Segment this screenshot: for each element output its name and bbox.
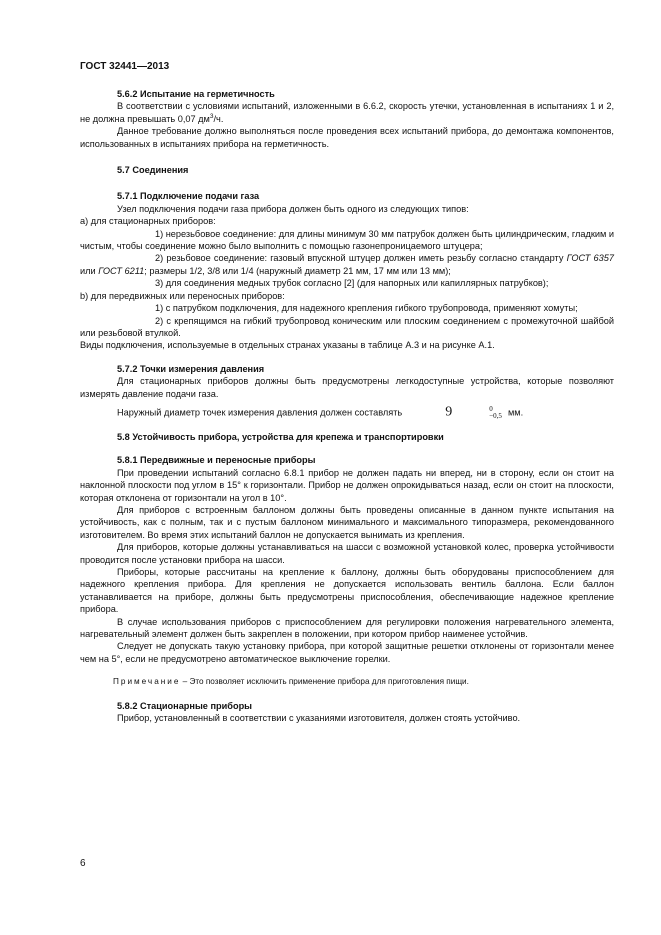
text-run: или	[80, 265, 99, 276]
paragraph: Для приборов, которые должны устанавливаться на шасси с возможной установкой колес, проверка устойчивости проводится после установки прибора на шасси.	[80, 542, 614, 565]
standard-ref: ГОСТ 6357	[566, 253, 614, 264]
section-heading-5-8-2: 5.8.2 Стационарные приборы	[117, 700, 253, 711]
section-heading-5-7: 5.7 Соединения	[117, 165, 189, 176]
note-text: – Это позволяет исключить применение прибора для приготовления пищи.	[180, 677, 469, 687]
section-heading-5-8-1: 5.8.1 Передвижные и переносные приборы	[117, 455, 316, 466]
paragraph	[80, 406, 614, 420]
page-number: 6	[80, 858, 86, 869]
paragraph: При проведении испытаний согласно 6.8.1 прибор не должен падать ни вперед, ни в сторону, если он стоит на наклонной плоскости под углом в 15° к горизонтали. Прибор не должен опрокидываться назад, если он стоит на плоскости, которая отклонена от горизонтали на угол в 10°.	[80, 467, 614, 503]
section-heading-5-7-2: 5.7.2 Точки измерения давления	[117, 363, 265, 374]
text-run: В соответствии с условиями испытаний, изложенными в 6.6.2, скорость утечки, установленная в испытаниях 1 и 2, не должна превышать 0,07 дм	[80, 101, 614, 124]
tolerance-nominal: 9	[445, 404, 453, 420]
paragraph: В случае использования приборов с приспособлением для регулировки положения нагревательного элемента, нагревательный элемент должен быть закреплен в положении, при котором прибор наименее устойчив.	[80, 616, 614, 640]
list-item: 3) для соединения медных трубок согласно [2] (для напорных или капиллярных патрубков);	[155, 278, 549, 289]
paragraph: Данное требование должно выполняться после проведения всех испытаний прибора, до демонтажа компонентов, использованных в испытаниях прибора на герметичность.	[80, 126, 614, 149]
tolerance-lower: −0,5	[489, 411, 502, 420]
standard-ref: ГОСТ 6211	[98, 265, 145, 276]
paragraph: Следует не допускать такую установку прибора, при которой защитные решетки отклонены от горизонтали менее чем на 5°, если не предусмотрено автоматическое выключение горелки.	[80, 641, 614, 664]
text-run: ; размеры 1/2, 3/8 или 1/4 (наружный диаметр 21 мм, 17 мм или 13 мм);	[144, 265, 451, 276]
paragraph: Приборы, которые рассчитаны на крепление к баллону, должны быть оборудованы приспособлением для надежного крепления прибора. Для крепления не допускается использовать вентиль баллона. Если баллон устанавливается на приборе, должны быть предусмотрены приспособления, обеспечивающие надежное крепление прибора.	[80, 567, 614, 615]
document-body	[80, 88, 614, 724]
paragraph: Для стационарных приборов должны быть предусмотрены легкодоступные устройства, которые позволяют измерять давление подачи газа.	[80, 376, 614, 399]
section-heading-5-6-2: 5.6.2 Испытание на герметичность	[117, 89, 275, 99]
section-heading-5-8: 5.8 Устойчивость прибора, устройства для крепежа и транспортировки	[117, 431, 444, 442]
text-run: /ч.	[213, 113, 224, 124]
superscript: 3	[209, 112, 214, 120]
list-item: 2) с крепящимся на гибкий трубопровод коническим или плоским соединением с промежуточной шайбой или резьбовой втулкой.	[80, 315, 614, 338]
text-run: Наружный диаметр точек измерения давления должен составлять	[117, 407, 403, 418]
paragraph: Виды подключения, используемые в отдельных странах указаны в таблице А.3 и на рисунке А.1.	[80, 340, 495, 351]
text-run: 2) резьбовое соединение: газовый впускной штуцер должен иметь резьбу согласно стандарту	[155, 253, 567, 264]
list-item: 1) нерезьбовое соединение: для длины минимум 30 мм патрубок должен быть цилиндрическим, гладким и чистым, чтобы соединение можно было выполнить с помощью газонепроницаемого штуцера;	[80, 228, 614, 252]
tolerance-value	[408, 406, 502, 420]
list-heading-b: b) для передвижных или переносных приборов:	[80, 290, 285, 301]
paragraph: Узел подключения подачи газа прибора должен быть одного из следующих типов:	[117, 203, 469, 214]
section-heading-5-7-1: 5.7.1 Подключение подачи газа	[117, 191, 260, 202]
paragraph: Для приборов с встроенным баллоном должны быть проведены описанные в данном пункте испытания на устойчивость, как с полным, так и с пустым баллоном минимального и максимального типоразмера, рекомендованного изготовителем. Во время этих испытаний баллон не допускается вынимать из крепления.	[80, 504, 614, 540]
text-run: мм.	[507, 407, 524, 418]
list-item	[80, 252, 614, 277]
paragraph: Прибор, установленный в соответствии с указаниями изготовителя, должен стоять устойчиво.	[117, 713, 521, 724]
list-heading-a: а) для стационарных приборов:	[80, 216, 216, 227]
note	[80, 676, 614, 688]
paragraph	[80, 100, 614, 125]
list-item: 1) с патрубком подключения, для надежного крепления гибкого трубопровода, применяют хомуты;	[155, 303, 578, 314]
note-label: Примечание	[113, 677, 181, 687]
document-header: ГОСТ 32441—2013	[80, 61, 170, 72]
tolerance-upper: 0	[489, 404, 493, 413]
